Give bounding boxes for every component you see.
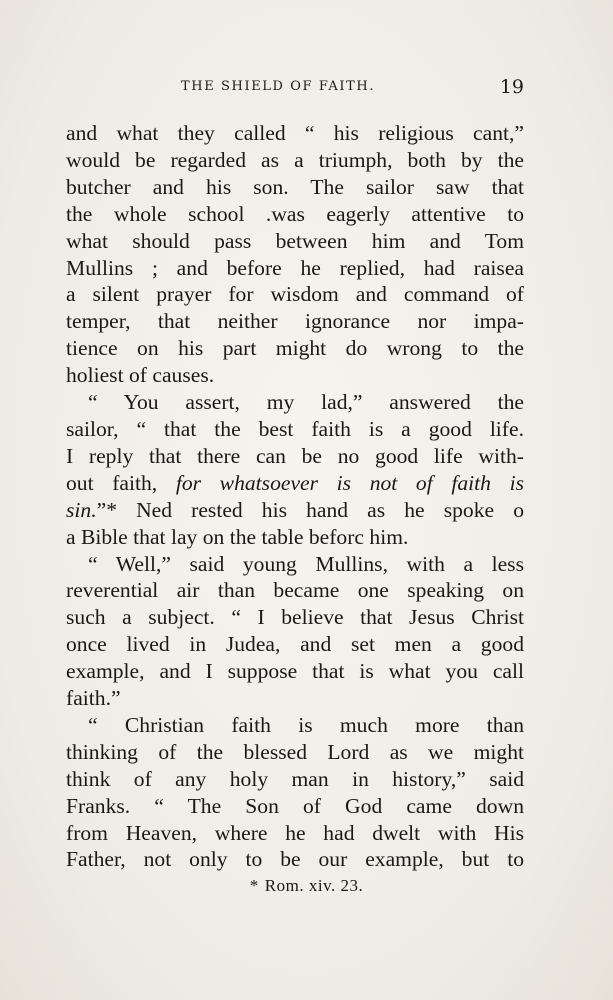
italic-scripture: for whatsoever is not of faith is (175, 470, 524, 495)
text-line: Mullins ; and before he replied, had raisea (66, 255, 524, 280)
text-line: “ Christian faith is much more than (88, 712, 524, 737)
text-line: holiest of causes. (66, 363, 215, 388)
text-line: once lived in Judea, and set men a good (66, 632, 524, 657)
text-line: butcher and his son. The sailor saw that (66, 174, 524, 199)
text-segment: out faith, (66, 470, 158, 495)
text-line: a silent prayer for wisdom and command of (66, 282, 524, 307)
text-line: Franks. “ The Son of God came down (66, 793, 524, 818)
text-line: faith.” (66, 686, 121, 711)
text-line: from Heaven, where he had dwelt with His (66, 820, 524, 845)
text-line: what should pass between him and Tom (66, 228, 524, 253)
body-text (66, 120, 524, 873)
text-line: would be regarded as a triumph, both by the (66, 147, 524, 172)
text-line: I reply that there can be no good life with- (66, 443, 524, 468)
text-line: and what they called “ his religious cant,” (66, 121, 524, 145)
text-line: example, and I suppose that is what you call (66, 659, 524, 684)
italic-scripture: sin. (66, 497, 97, 522)
running-header (66, 76, 524, 100)
text-line: think of any holy man in history,” said (66, 766, 524, 791)
footnote (0, 876, 613, 896)
footnote-text: Rom. xiv. 23. (264, 876, 364, 895)
text-line: temper, that neither ignorance nor impa- (66, 309, 524, 334)
text-line: “ Well,” said young Mullins, with a less (88, 551, 524, 576)
text-line: a Bible that lay on the table beforc him. (66, 524, 409, 549)
text-line: such a subject. “ I believe that Jesus Christ (66, 605, 524, 630)
running-title: THE SHIELD OF FAITH. (181, 79, 376, 94)
text-line-with-italic (66, 497, 524, 524)
text-line: thinking of the blessed Lord as we might (66, 739, 524, 764)
footnote-mark: * (249, 876, 259, 895)
text-line: tience on his part might do wrong to the (66, 336, 524, 361)
page-number: 19 (499, 76, 524, 98)
text-line: Father, not only to be our example, but to (66, 847, 524, 872)
text-line: sailor, “ that the best faith is a good life. (66, 416, 524, 441)
text-line-with-italic (66, 470, 524, 497)
text-line: the whole school .was eagerly attentive to (66, 201, 524, 226)
text-line: reverential air than became one speaking on (66, 578, 524, 603)
text-segment: ”* Ned rested his hand as he spoke o (96, 497, 524, 522)
text-line: “ You assert, my lad,” answered the (88, 390, 524, 415)
